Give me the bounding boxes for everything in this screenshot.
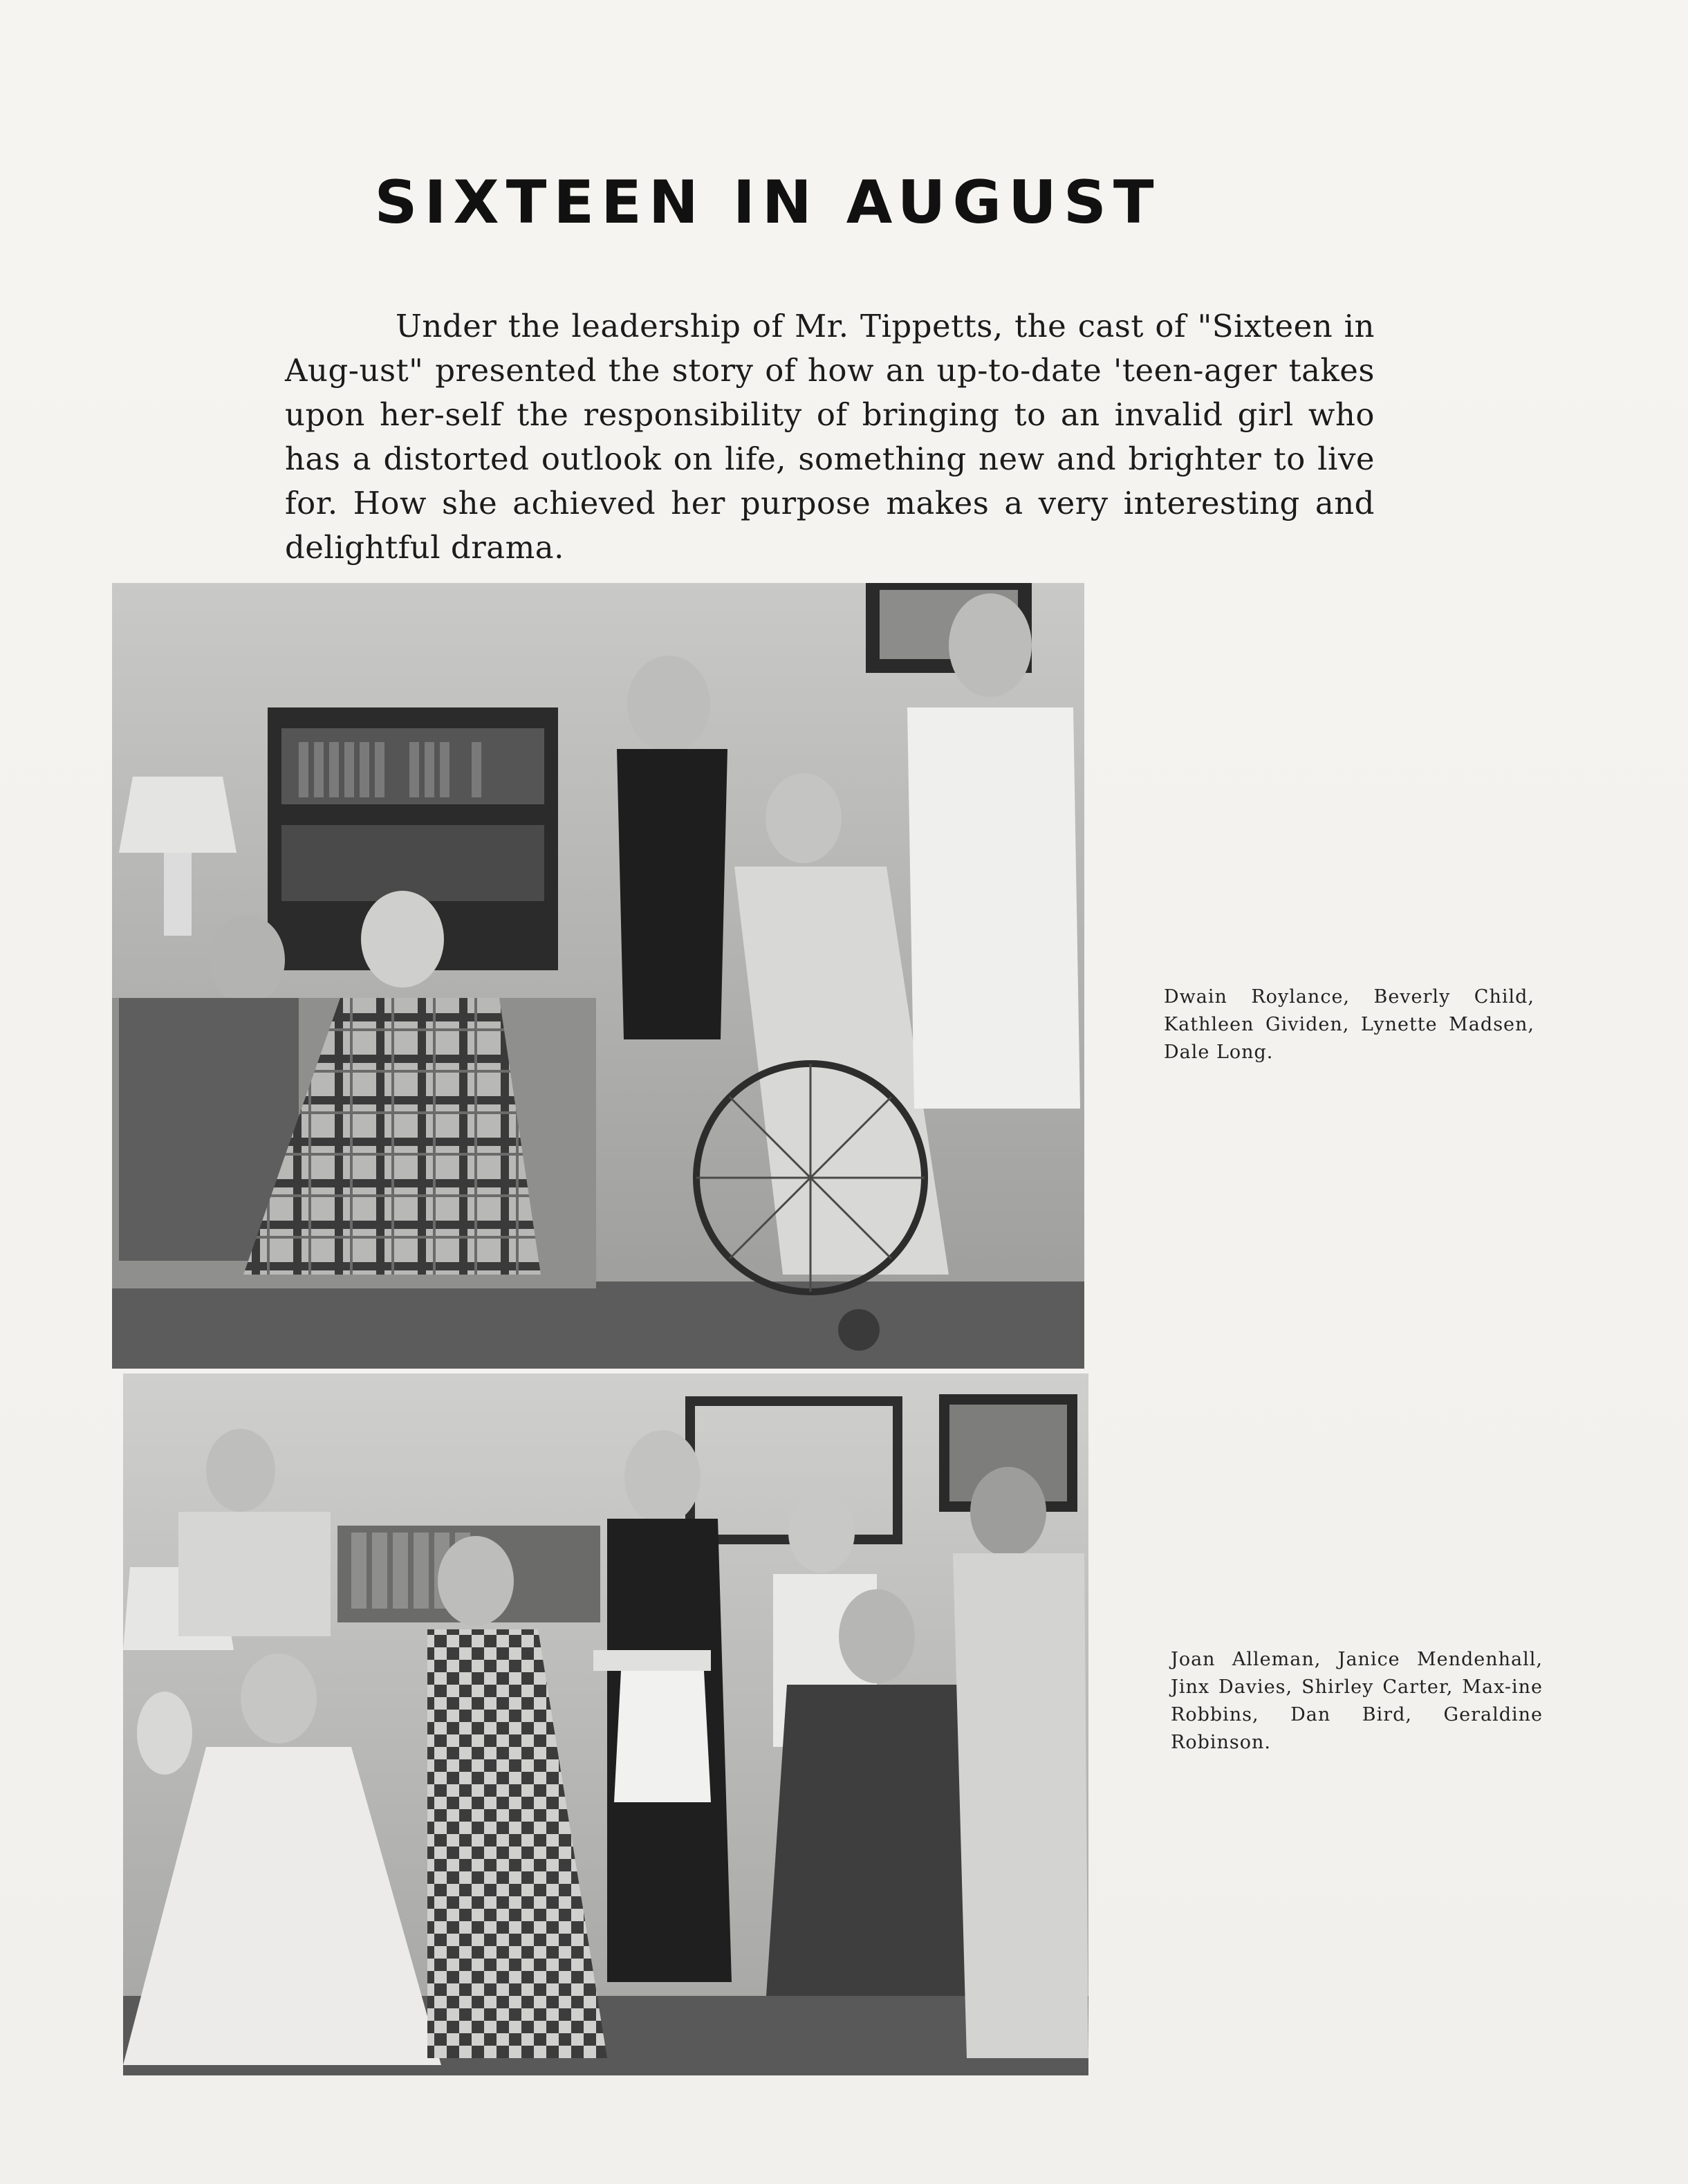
cast-photo-2: [123, 1373, 1088, 2075]
cast-photo-1-image: [112, 583, 1084, 1369]
cast-photo-2-image: [123, 1373, 1088, 2075]
intro-paragraph: Under the leadership of Mr. Tippetts, the cast of "Sixteen in Aug-ust" presented the story of how an up-to-date 'teen-ager takes upon her-self the responsibility of bringing to an invalid girl who has a distorted outlook on life, something new and brighter to live for. How she achieved her purpose makes a very interesting and delightful drama.: [285, 308, 1375, 566]
photo-1-caption: Dwain Roylance, Beverly Child, Kathleen Gividen, Lynette Madsen, Dale Long.: [1164, 986, 1534, 1063]
photo-2-caption: Joan Alleman, Janice Mendenhall, Jinx Davies, Shirley Carter, Max-ine Robbins, Dan Bird, Geraldine Robinson.: [1171, 1649, 1543, 1753]
cast-photo-1: [112, 583, 1084, 1369]
page-title: SIXTEEN IN AUGUST: [374, 167, 1161, 237]
